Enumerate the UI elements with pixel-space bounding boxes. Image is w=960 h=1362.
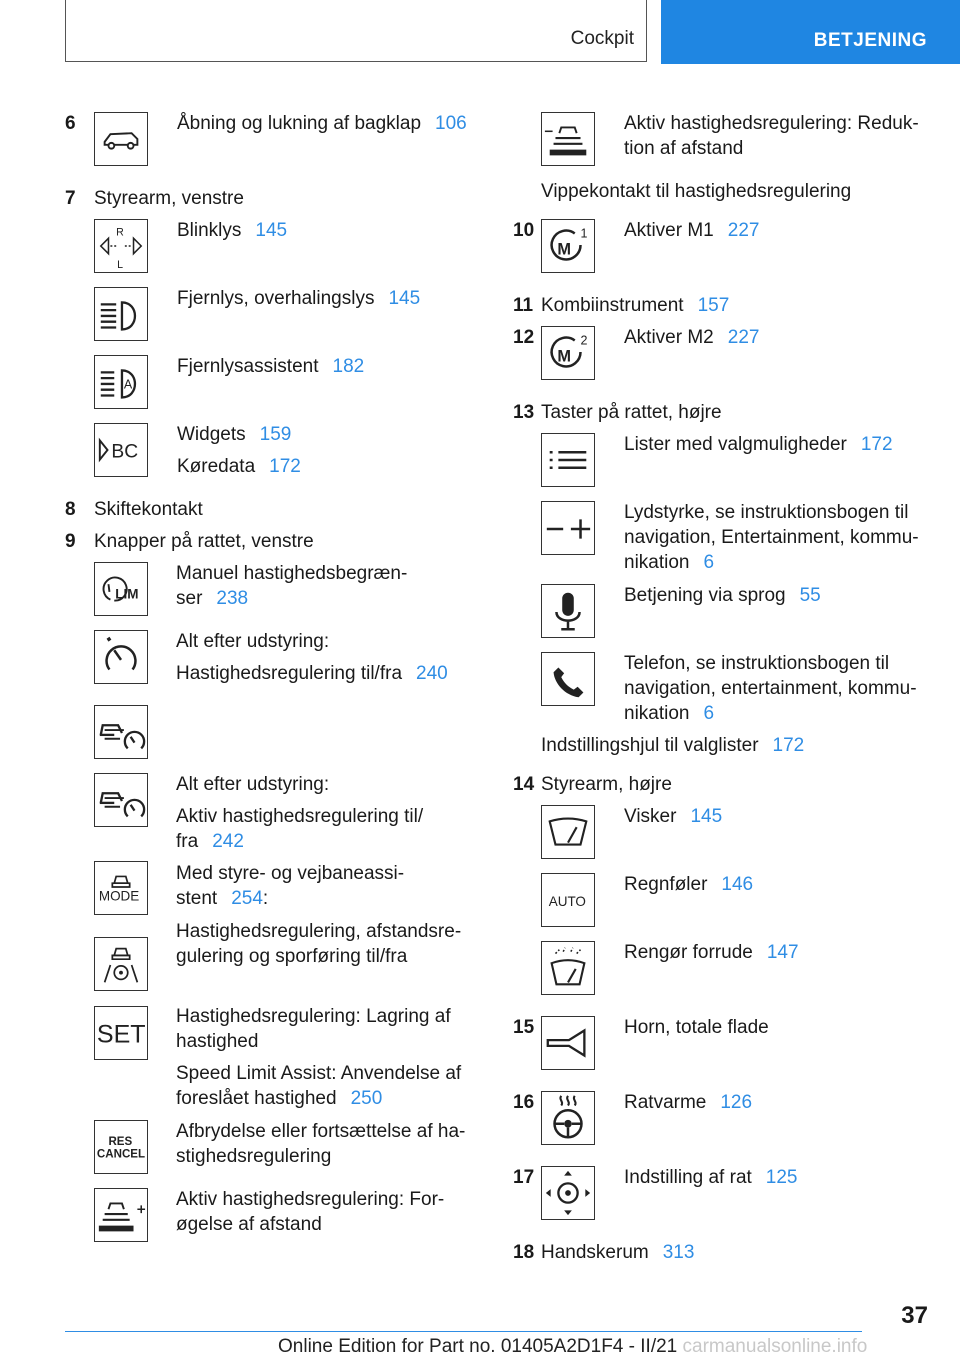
entry-text: Hastighedsregulering til/fra 240	[176, 663, 448, 684]
svg-text:1: 1	[580, 226, 588, 241]
page-ref[interactable]: 6	[703, 552, 715, 573]
entry-text: Rengør forrude 147	[624, 942, 799, 963]
entry-text: navigation, entertainment, kommu-	[624, 678, 917, 699]
entry-heading: Styrearm, venstre	[94, 188, 244, 209]
entry-text: Hastighedsregulering: Lagring af	[176, 1006, 451, 1027]
entry-text: Aktiver M1 227	[624, 220, 760, 241]
distance-increase-icon	[94, 1188, 148, 1242]
page-ref[interactable]: 182	[332, 356, 365, 377]
chapter-label: BETJENING	[813, 30, 927, 51]
speed-limiter-icon	[94, 562, 148, 616]
page-ref[interactable]: 106	[435, 113, 467, 134]
entry-text: Køredata 172	[177, 456, 301, 477]
page-number: 37	[901, 1302, 928, 1329]
turn-signal-icon	[94, 219, 148, 273]
entry-text: Speed Limit Assist: Anvendelse af	[176, 1063, 462, 1084]
svg-text:LIM: LIM	[115, 586, 139, 602]
entry-text: øgelse af afstand	[176, 1214, 322, 1235]
page-ref[interactable]: 157	[697, 295, 730, 316]
distance-decrease-icon	[541, 112, 595, 166]
svg-text:RES: RES	[108, 1136, 133, 1149]
entry-text: Fjernlysassistent 182	[177, 356, 365, 377]
m2-button-icon	[541, 326, 595, 380]
chapter-tab[interactable]	[661, 0, 960, 64]
entry-text: Widgets 159	[177, 424, 292, 445]
entry-text: Kombiinstrument 157	[541, 295, 730, 316]
bc-button-icon	[94, 423, 148, 477]
active-cruise-icon	[94, 705, 148, 759]
svg-text:M: M	[557, 240, 572, 259]
entry-heading: Taster på rattet, højre	[541, 402, 722, 423]
svg-text:MODE: MODE	[98, 888, 140, 904]
page-ref[interactable]: 6	[703, 703, 715, 724]
item-number: 6	[65, 113, 76, 134]
page-ref[interactable]: 145	[255, 220, 288, 241]
svg-text:A: A	[123, 377, 133, 392]
page-ref[interactable]: 250	[350, 1088, 383, 1109]
item-number: 10	[513, 220, 535, 241]
item-number: 17	[513, 1167, 535, 1188]
footer-divider	[65, 1331, 862, 1332]
entry-text: Ratvarme 126	[624, 1092, 753, 1113]
svg-text:R: R	[116, 226, 124, 239]
item-number: 8	[65, 499, 76, 520]
high-beam-assist-icon	[94, 355, 148, 409]
item-number: 9	[65, 531, 76, 552]
svg-text:AUTO: AUTO	[548, 893, 586, 909]
active-cruise-icon	[94, 773, 148, 827]
item-number: 14	[513, 774, 535, 795]
entry-text: ser 238	[176, 588, 249, 609]
page-ref[interactable]: 254	[231, 888, 263, 909]
entry-text: Regnføler 146	[624, 874, 754, 895]
entry-text: hastighed	[176, 1031, 259, 1052]
entry-text: Afbrydelse eller fortsættelse af ha-	[176, 1121, 466, 1142]
lane-steering-assist-icon	[94, 937, 148, 991]
high-beam-icon	[94, 287, 148, 341]
steering-adjust-icon	[541, 1166, 595, 1220]
page-ref[interactable]: 55	[799, 585, 821, 606]
svg-text:CANCEL: CANCEL	[96, 1148, 146, 1161]
entry-text: stent 254:	[176, 888, 269, 909]
entry-text: Lister med valgmuligheder 172	[624, 434, 893, 455]
page-ref[interactable]: 145	[388, 288, 421, 309]
item-number: 13	[513, 402, 535, 423]
item-number: 12	[513, 327, 535, 348]
item-number: 15	[513, 1017, 535, 1038]
page-ref[interactable]: 147	[766, 942, 799, 963]
entry-text: Aktiver M2 227	[624, 327, 760, 348]
entry-text: Hastighedsregulering, afstandsre-	[176, 921, 462, 942]
entry-text: Horn, totale flade	[624, 1017, 769, 1038]
page-ref[interactable]: 172	[772, 735, 805, 756]
windshield-washer-icon	[541, 941, 595, 995]
entry-text: Vippekontakt til hastighedsregulering	[541, 181, 852, 202]
entry-text: Med styre- og vejbaneassi-	[176, 863, 405, 884]
entry-text: Lydstyrke, se instruktionsbogen til	[624, 502, 909, 523]
section-title: Cockpit	[570, 28, 634, 49]
page-ref[interactable]: 240	[416, 663, 448, 684]
entry-heading: Knapper på rattet, venstre	[94, 531, 314, 552]
page-ref[interactable]: 227	[727, 220, 760, 241]
entry-text: stighedsregulering	[176, 1146, 332, 1167]
entry-text: Betjening via sprog 55	[624, 585, 821, 606]
svg-text:L: L	[117, 259, 124, 272]
res-cancel-icon	[94, 1120, 148, 1174]
set-button-icon	[94, 1006, 148, 1060]
entry-text: Åbning og lukning af bagklap 106	[177, 113, 467, 134]
page-ref[interactable]: 172	[269, 456, 301, 477]
svg-text:M: M	[557, 347, 572, 366]
m1-button-icon	[541, 219, 595, 273]
entry-text: gulering og sporføring til/fra	[176, 946, 408, 967]
page-ref[interactable]: 227	[727, 327, 760, 348]
entry-text: Aktiv hastighedsregulering: Reduk-	[624, 113, 919, 134]
mode-button-icon	[94, 861, 148, 915]
page-ref[interactable]: 146	[721, 874, 754, 895]
entry-heading: Skiftekontakt	[94, 499, 203, 520]
entry-text: Aktiv hastighedsregulering: For-	[176, 1189, 445, 1210]
entry-text: Alt efter udstyring:	[176, 631, 330, 652]
header-frame	[65, 0, 647, 62]
entry-text: Handskerum 313	[541, 1242, 695, 1263]
entry-text: navigation, Entertainment, kommu-	[624, 527, 919, 548]
page-ref[interactable]: 145	[690, 806, 723, 827]
entry-text: fra 242	[176, 831, 244, 852]
entry-heading: Styrearm, højre	[541, 774, 672, 795]
svg-text:BC: BC	[111, 441, 139, 463]
entry-text: Manuel hastighedsbegræn-	[176, 563, 408, 584]
svg-text:2: 2	[580, 333, 588, 348]
entry-text: nikation 6	[624, 703, 715, 724]
tailgate-icon	[94, 112, 148, 166]
entry-text: Indstillingshjul til valglister 172	[541, 735, 805, 756]
page-ref[interactable]: 313	[662, 1242, 695, 1263]
horn-icon	[541, 1016, 595, 1070]
page-ref[interactable]: 159	[259, 424, 292, 445]
page-ref[interactable]: 242	[212, 831, 244, 852]
steering-wheel-heating-icon	[541, 1091, 595, 1145]
entry-text: Indstilling af rat 125	[624, 1167, 798, 1188]
wiper-icon	[541, 805, 595, 859]
item-number: 16	[513, 1092, 535, 1113]
page-ref[interactable]: 126	[720, 1092, 753, 1113]
entry-text: Visker 145	[624, 806, 723, 827]
cruise-control-icon	[94, 630, 148, 684]
list-icon	[541, 433, 595, 487]
entry-text: foreslået hastighed 250	[176, 1088, 383, 1109]
item-number: 7	[65, 188, 76, 209]
entry-text: Telefon, se instruktionsbogen til	[624, 653, 890, 674]
page-ref[interactable]: 125	[765, 1167, 798, 1188]
phone-icon	[541, 652, 595, 706]
item-number: 11	[513, 295, 534, 316]
svg-text:SET: SET	[96, 1020, 146, 1049]
auto-rain-sensor-icon	[541, 873, 595, 927]
entry-text: Blinklys 145	[177, 220, 288, 241]
entry-text: tion af afstand	[624, 138, 744, 159]
footer-edition: Online Edition for Part no. 01405A2D1F4 - II/21 carmanualsonline.info	[278, 1336, 868, 1357]
entry-text: Aktiv hastighedsregulering til/	[176, 806, 424, 827]
page-ref[interactable]: 238	[216, 588, 249, 609]
entry-text: Fjernlys, overhalingslys 145	[177, 288, 421, 309]
page-ref[interactable]: 172	[860, 434, 893, 455]
entry-text: nikation 6	[624, 552, 715, 573]
volume-icon	[541, 501, 595, 555]
watermark: carmanualsonline.info	[682, 1336, 868, 1357]
item-number: 18	[513, 1242, 535, 1263]
entry-text: Alt efter udstyring:	[176, 774, 330, 795]
microphone-icon	[541, 584, 595, 638]
